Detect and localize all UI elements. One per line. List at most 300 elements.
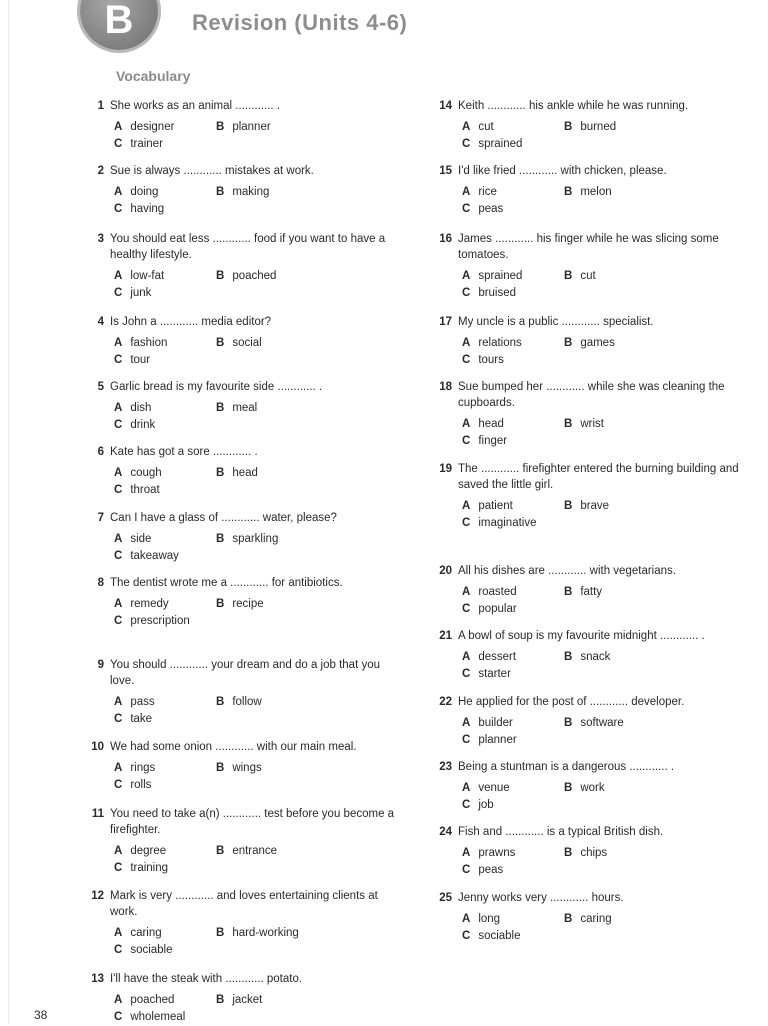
option-text: cough [130, 467, 162, 479]
question-number: 8 [97, 577, 104, 589]
option-letter: B [216, 186, 225, 198]
option-text: sociable [478, 930, 521, 942]
answer-option[interactable] [462, 285, 564, 302]
question-item [428, 314, 748, 369]
answer-options [114, 760, 400, 794]
question-text: I'll have the steak with ............ potato. [110, 973, 303, 985]
option-text: popular [478, 603, 517, 615]
option-letter: B [564, 651, 573, 663]
question-item [428, 98, 748, 153]
option-text: throat [130, 484, 160, 496]
answer-option[interactable] [114, 777, 216, 794]
question-number: 19 [439, 463, 452, 475]
option-letter: A [462, 913, 471, 925]
answer-option[interactable] [462, 433, 564, 450]
question-number: 11 [91, 808, 104, 820]
option-letter: A [462, 651, 471, 663]
option-letter: B [216, 927, 225, 939]
option-letter: A [114, 845, 123, 857]
question-text: You need to take a(n) ............ test before you become a firefighter. [110, 808, 395, 836]
answer-option[interactable] [216, 465, 318, 482]
option-letter: A [462, 586, 471, 598]
option-letter: B [216, 845, 225, 857]
question-text: I'd like fried ............ with chicken, please. [458, 165, 667, 177]
option-letter: B [216, 696, 225, 708]
answer-option[interactable] [462, 136, 564, 153]
answer-option[interactable] [462, 201, 564, 218]
question-item [428, 694, 748, 749]
answer-option[interactable] [462, 268, 564, 285]
option-letter: A [462, 418, 471, 430]
question-text: Is John a ............ media editor? [110, 316, 272, 328]
option-letter: C [114, 354, 123, 366]
page-number: 38 [34, 1008, 48, 1022]
option-letter: B [216, 402, 225, 414]
option-text: caring [130, 927, 162, 939]
answer-option[interactable] [114, 400, 216, 417]
option-text: tours [478, 354, 504, 366]
option-letter: A [114, 402, 123, 414]
answer-option[interactable] [114, 992, 216, 1009]
option-letter: C [462, 734, 471, 746]
option-letter: B [216, 467, 225, 479]
option-letter: C [462, 203, 471, 215]
option-letter: C [462, 864, 471, 876]
option-letter: C [114, 862, 123, 874]
question-text: My uncle is a public ............ specialist. [458, 316, 654, 328]
option-text: snack [580, 651, 611, 663]
answer-option[interactable] [216, 335, 318, 352]
question-text: Sue is always ............ mistakes at work. [110, 165, 314, 177]
answer-option[interactable] [462, 515, 564, 532]
option-letter: B [564, 586, 573, 598]
question-number: 20 [439, 565, 452, 577]
question-text: You should ............ your dream and do a job that you love. [110, 659, 380, 687]
answer-option[interactable] [114, 613, 216, 630]
question-number: 15 [439, 165, 452, 177]
answer-option[interactable] [216, 843, 318, 860]
option-letter: A [114, 186, 123, 198]
option-text: patient [478, 500, 513, 512]
answer-option[interactable] [114, 694, 216, 711]
answer-option[interactable] [564, 649, 666, 666]
question-item [80, 314, 400, 369]
option-text: caring [580, 913, 612, 925]
answer-option[interactable] [114, 596, 216, 613]
question-item [80, 806, 400, 877]
option-text: hard-working [232, 927, 299, 939]
question-item [80, 379, 400, 434]
answer-options [462, 119, 748, 153]
option-letter: B [216, 598, 225, 610]
option-letter: A [114, 598, 123, 610]
option-text: imaginative [478, 517, 537, 529]
option-letter: C [114, 138, 123, 150]
question-item [428, 163, 748, 218]
answer-options [114, 925, 400, 959]
section-heading: Vocabulary [116, 68, 191, 84]
answer-option[interactable] [564, 335, 666, 352]
option-letter: B [216, 337, 225, 349]
answer-option[interactable] [462, 498, 564, 515]
answer-option[interactable] [216, 925, 318, 942]
option-letter: C [114, 944, 123, 956]
answer-options [114, 465, 400, 499]
option-text: sociable [130, 944, 173, 956]
option-text: sprained [478, 138, 523, 150]
answer-option[interactable] [462, 416, 564, 433]
page-title: Revision (Units 4-6) [192, 10, 408, 35]
option-letter: C [114, 615, 123, 627]
question-number: 3 [97, 233, 104, 245]
question-text: James ............ his finger while he was slicing some tomatoes. [458, 233, 719, 261]
answer-option[interactable] [114, 285, 216, 302]
question-text: We had some onion ............ with our main meal. [110, 741, 357, 753]
answer-options [114, 335, 400, 369]
question-number: 1 [97, 100, 104, 112]
option-text: cut [580, 270, 596, 282]
option-letter: C [114, 203, 123, 215]
option-text: entrance [232, 845, 278, 857]
question-number: 5 [97, 381, 104, 393]
answer-option[interactable] [462, 715, 564, 732]
option-text: wrist [580, 418, 604, 430]
answer-option[interactable] [114, 465, 216, 482]
option-text: recipe [232, 598, 264, 610]
option-text: junk [130, 287, 152, 299]
question-text: All his dishes are ............ with vegetarians. [458, 565, 676, 577]
option-text: planner [232, 121, 271, 133]
option-text: social [232, 337, 262, 349]
option-letter: A [114, 270, 123, 282]
answer-option[interactable] [564, 715, 666, 732]
answer-option[interactable] [216, 760, 318, 777]
answer-option[interactable] [564, 184, 666, 201]
option-text: head [478, 418, 504, 430]
option-letter: C [114, 419, 123, 431]
option-letter: B [216, 270, 225, 282]
option-letter: C [462, 603, 471, 615]
answer-option[interactable] [114, 942, 216, 959]
option-text: melon [580, 186, 612, 198]
option-letter: B [564, 847, 573, 859]
option-text: starter [478, 668, 511, 680]
question-number: 13 [91, 973, 104, 985]
question-text: Jenny works very ............ hours. [458, 892, 624, 904]
question-number: 24 [439, 826, 452, 838]
option-text: builder [478, 717, 513, 729]
question-number: 16 [439, 233, 452, 245]
answer-option[interactable] [462, 928, 564, 945]
option-text: games [580, 337, 615, 349]
question-item [428, 563, 748, 618]
option-letter: A [114, 467, 123, 479]
option-text: relations [478, 337, 522, 349]
answer-option[interactable] [114, 860, 216, 877]
badge-letter: B [104, 0, 134, 42]
question-text: The ............ firefighter entered the burning building and saved the little girl. [458, 463, 739, 491]
question-number: 22 [439, 696, 452, 708]
question-item [428, 890, 748, 945]
option-letter: B [564, 270, 573, 282]
answer-option[interactable] [462, 845, 564, 862]
answer-option[interactable] [114, 531, 216, 548]
answer-options [114, 119, 400, 153]
answer-option[interactable] [114, 482, 216, 499]
answer-option[interactable] [462, 666, 564, 683]
option-text: rings [130, 762, 156, 774]
option-letter: A [114, 337, 123, 349]
option-letter: B [216, 762, 225, 774]
question-number: 12 [91, 890, 104, 902]
answer-options [462, 911, 748, 945]
option-text: pass [130, 696, 155, 708]
answer-option[interactable] [564, 911, 666, 928]
answer-option[interactable] [462, 184, 564, 201]
option-text: degree [130, 845, 167, 857]
answer-option[interactable] [462, 862, 564, 879]
question-item [80, 98, 400, 153]
option-text: finger [478, 435, 508, 447]
option-text: training [130, 862, 169, 874]
answer-option[interactable] [564, 119, 666, 136]
answer-option[interactable] [462, 335, 564, 352]
option-text: meal [232, 402, 258, 414]
question-text: Being a stuntman is a dangerous ............ . [458, 761, 675, 773]
option-text: remedy [130, 598, 169, 610]
question-item [80, 163, 400, 218]
option-letter: C [462, 138, 471, 150]
answer-option[interactable] [114, 925, 216, 942]
question-text: Kate has got a sore ............ . [110, 446, 258, 458]
question-item [80, 888, 400, 959]
option-text: trainer [130, 138, 163, 150]
option-letter: A [114, 762, 123, 774]
answer-options [114, 268, 400, 302]
option-letter: C [462, 517, 471, 529]
question-item [80, 739, 400, 794]
answer-options [462, 780, 748, 814]
question-item [80, 510, 400, 565]
option-letter: A [462, 337, 471, 349]
option-letter: B [564, 121, 573, 133]
answer-options [462, 498, 748, 532]
option-letter: B [564, 913, 573, 925]
question-number: 7 [97, 512, 104, 524]
answer-option[interactable] [216, 400, 318, 417]
option-letter: C [462, 435, 471, 447]
option-letter: B [564, 186, 573, 198]
option-letter: A [462, 847, 471, 859]
option-text: side [130, 533, 152, 545]
answer-option[interactable] [462, 732, 564, 749]
answer-option[interactable] [114, 417, 216, 434]
option-text: work [580, 782, 605, 794]
answer-options [462, 584, 748, 618]
answer-option[interactable] [216, 184, 318, 201]
answer-options [114, 694, 400, 728]
answer-option[interactable] [114, 119, 216, 136]
question-number: 23 [439, 761, 452, 773]
answer-options [114, 596, 400, 630]
question-item [428, 461, 748, 532]
answer-option[interactable] [114, 711, 216, 728]
answer-option[interactable] [114, 335, 216, 352]
option-text: job [478, 799, 494, 811]
question-number: 17 [439, 316, 452, 328]
option-text: bruised [478, 287, 517, 299]
question-text: Can I have a glass of ............ water, please? [110, 512, 337, 524]
option-letter: B [216, 994, 225, 1006]
question-item [80, 575, 400, 630]
option-text: wings [232, 762, 262, 774]
answer-options [462, 335, 748, 369]
answer-option[interactable] [564, 780, 666, 797]
option-letter: C [462, 799, 471, 811]
option-letter: A [114, 696, 123, 708]
question-item [428, 759, 748, 814]
question-item [80, 971, 400, 1026]
option-text: roasted [478, 586, 517, 598]
option-text: doing [130, 186, 159, 198]
answer-option[interactable] [462, 601, 564, 618]
option-text: long [478, 913, 501, 925]
answer-option[interactable] [462, 352, 564, 369]
option-letter: C [462, 668, 471, 680]
answer-option[interactable] [114, 548, 216, 565]
answer-option[interactable] [216, 531, 318, 548]
answer-options [462, 715, 748, 749]
option-letter: A [114, 994, 123, 1006]
question-number: 21 [439, 630, 452, 642]
answer-option[interactable] [114, 268, 216, 285]
option-letter: A [462, 186, 471, 198]
answer-option[interactable] [462, 584, 564, 601]
option-text: follow [232, 696, 262, 708]
question-number: 14 [439, 100, 452, 112]
scan-edge [8, 0, 9, 1024]
question-text: Keith ............ his ankle while he was running. [458, 100, 689, 112]
option-text: prescription [130, 615, 190, 627]
option-letter: B [564, 717, 573, 729]
option-text: fatty [580, 586, 603, 598]
option-letter: C [114, 287, 123, 299]
option-text: poached [130, 994, 175, 1006]
question-text: Sue bumped her ............ while she was cleaning the cupboards. [458, 381, 725, 409]
option-text: having [130, 203, 165, 215]
answer-options [114, 184, 400, 218]
option-text: brave [580, 500, 610, 512]
option-text: takeaway [130, 550, 179, 562]
answer-option[interactable] [216, 596, 318, 613]
answer-option[interactable] [564, 268, 666, 285]
option-text: peas [478, 864, 504, 876]
option-text: dish [130, 402, 152, 414]
answer-option[interactable] [462, 911, 564, 928]
answer-option[interactable] [462, 649, 564, 666]
answer-option[interactable] [564, 416, 666, 433]
option-letter: B [564, 500, 573, 512]
answer-option[interactable] [462, 797, 564, 814]
option-text: wholemeal [130, 1011, 186, 1023]
answer-option[interactable] [216, 119, 318, 136]
option-letter: B [564, 418, 573, 430]
answer-option[interactable] [216, 268, 318, 285]
option-letter: C [114, 484, 123, 496]
option-text: rolls [130, 779, 152, 791]
option-letter: C [462, 354, 471, 366]
answer-option[interactable] [462, 119, 564, 136]
question-number: 10 [91, 741, 104, 753]
question-number: 4 [97, 316, 104, 328]
option-letter: C [462, 930, 471, 942]
question-number: 9 [97, 659, 104, 671]
question-item [428, 628, 748, 683]
question-text: You should eat less ............ food if you want to have a healthy lifestyle. [110, 233, 386, 261]
option-letter: C [114, 550, 123, 562]
answer-option[interactable] [114, 352, 216, 369]
option-letter: A [462, 500, 471, 512]
answer-option[interactable] [114, 1009, 216, 1026]
option-text: jacket [232, 994, 263, 1006]
option-text: low-fat [130, 270, 165, 282]
question-text: A bowl of soup is my favourite midnight ............ . [458, 630, 705, 642]
answer-option[interactable] [216, 694, 318, 711]
question-text: Fish and ............ is a typical British dish. [458, 826, 664, 838]
answer-options [462, 649, 748, 683]
option-letter: A [462, 717, 471, 729]
answer-option[interactable] [114, 184, 216, 201]
answer-option[interactable] [564, 845, 666, 862]
answer-option[interactable] [114, 760, 216, 777]
option-text: planner [478, 734, 517, 746]
option-letter: A [114, 121, 123, 133]
option-text: cut [478, 121, 494, 133]
option-letter: B [216, 533, 225, 545]
answer-option[interactable] [114, 136, 216, 153]
answer-options [114, 843, 400, 877]
question-item [428, 231, 748, 302]
option-text: tour [130, 354, 151, 366]
answer-option[interactable] [462, 780, 564, 797]
question-item [80, 657, 400, 728]
answer-option[interactable] [114, 843, 216, 860]
option-text: fashion [130, 337, 168, 349]
answer-option[interactable] [216, 992, 318, 1009]
option-text: designer [130, 121, 175, 133]
option-text: chips [580, 847, 608, 859]
answer-option[interactable] [114, 201, 216, 218]
answer-options [114, 400, 400, 434]
option-text: sprained [478, 270, 523, 282]
question-text: The dentist wrote me a ............ for antibiotics. [110, 577, 343, 589]
question-item [428, 379, 748, 450]
question-text: She works as an animal ............ . [110, 100, 281, 112]
option-text: sparkling [232, 533, 279, 545]
option-text: making [232, 186, 270, 198]
option-letter: A [462, 270, 471, 282]
option-text: burned [580, 121, 617, 133]
option-letter: A [462, 782, 471, 794]
question-item [428, 824, 748, 879]
question-item [80, 231, 400, 302]
answer-option[interactable] [564, 584, 666, 601]
option-letter: A [462, 121, 471, 133]
answer-option[interactable] [564, 498, 666, 515]
answer-options [462, 416, 748, 450]
option-text: peas [478, 203, 504, 215]
question-number: 18 [439, 381, 452, 393]
